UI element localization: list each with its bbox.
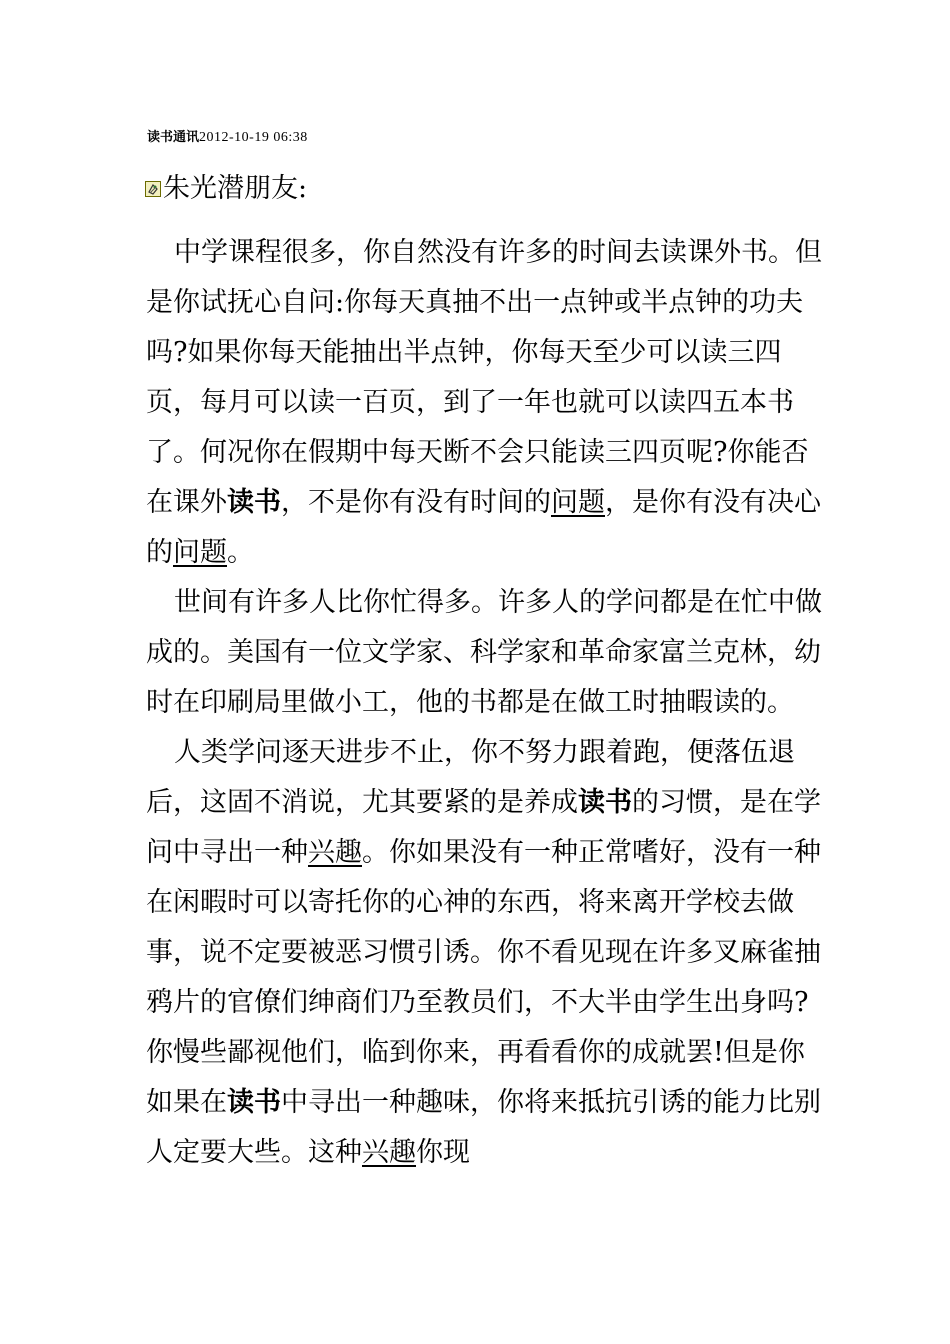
- underlined-link[interactable]: 问题: [551, 487, 605, 518]
- text-run: 中学课程很多，你自然没有许多的时间去读课外书。但是你试抚心自问:你每天真抽不出一点钟或半点钟的功夫吗?如果你每天能抽出半点钟，你每天至少可以读三四页，每月可以读一百页，到了一年也就可以读四五本书了。何况你在假期中每天断不会只能读三四页呢?你能否在课外: [146, 237, 822, 518]
- underlined-link[interactable]: 问题: [173, 537, 227, 568]
- document-link-icon[interactable]: [145, 181, 161, 197]
- post-datetime: 2012-10-19 06:38: [199, 130, 308, 145]
- text-run: 的习惯，是在学问中寻出一种: [146, 787, 821, 868]
- paragraph: [146, 228, 826, 578]
- text-run: 人类学问逐天进步不止，你不努力跟着跑，便落伍退后，这固不消说，尤其要紧的是养成: [146, 737, 795, 818]
- letter-body: [146, 228, 826, 1178]
- salutation: [145, 172, 307, 206]
- category-label: 读书通讯: [147, 130, 200, 145]
- paragraph: [146, 728, 826, 1178]
- text-run: 世间有许多人比你忙得多。许多人的学问都是在忙中做成的。美国有一位文学家、科学家和革命家富兰克林，幼时在印刷局里做小工，他的书都是在做工时抽暇读的。: [146, 587, 822, 718]
- text-run: ，是你有没有决心的: [146, 487, 821, 568]
- article-meta: [147, 128, 308, 147]
- text-run: 你现: [416, 1137, 470, 1168]
- paragraph: [146, 578, 826, 728]
- underlined-link[interactable]: 兴趣: [308, 837, 362, 868]
- text-run: 中寻出一种趣味，你将来抵抗引诱的能力比别人定要大些。这种: [146, 1087, 821, 1168]
- text-run: ，不是你有没有时间的: [281, 487, 551, 518]
- text-run: 。你如果没有一种正常嗜好，没有一种在闲暇时可以寄托你的心神的东西，将来离开学校去做事，说不定要被恶习惯引诱。你不看见现在许多叉麻雀抽鸦片的官僚们绅商们乃至教员们，不大半由学生出身吗?你慢些鄙视他们，临到你来，再看看你的成就罢!但是你如果在: [146, 837, 821, 1118]
- underlined-link[interactable]: 兴趣: [362, 1137, 416, 1168]
- text-run: 。: [227, 537, 254, 568]
- keyword-link[interactable]: 读书: [227, 1087, 281, 1118]
- keyword-link[interactable]: 读书: [578, 787, 632, 818]
- salutation-text: 朱光潜朋友:: [163, 173, 308, 204]
- keyword-link[interactable]: 读书: [227, 487, 281, 518]
